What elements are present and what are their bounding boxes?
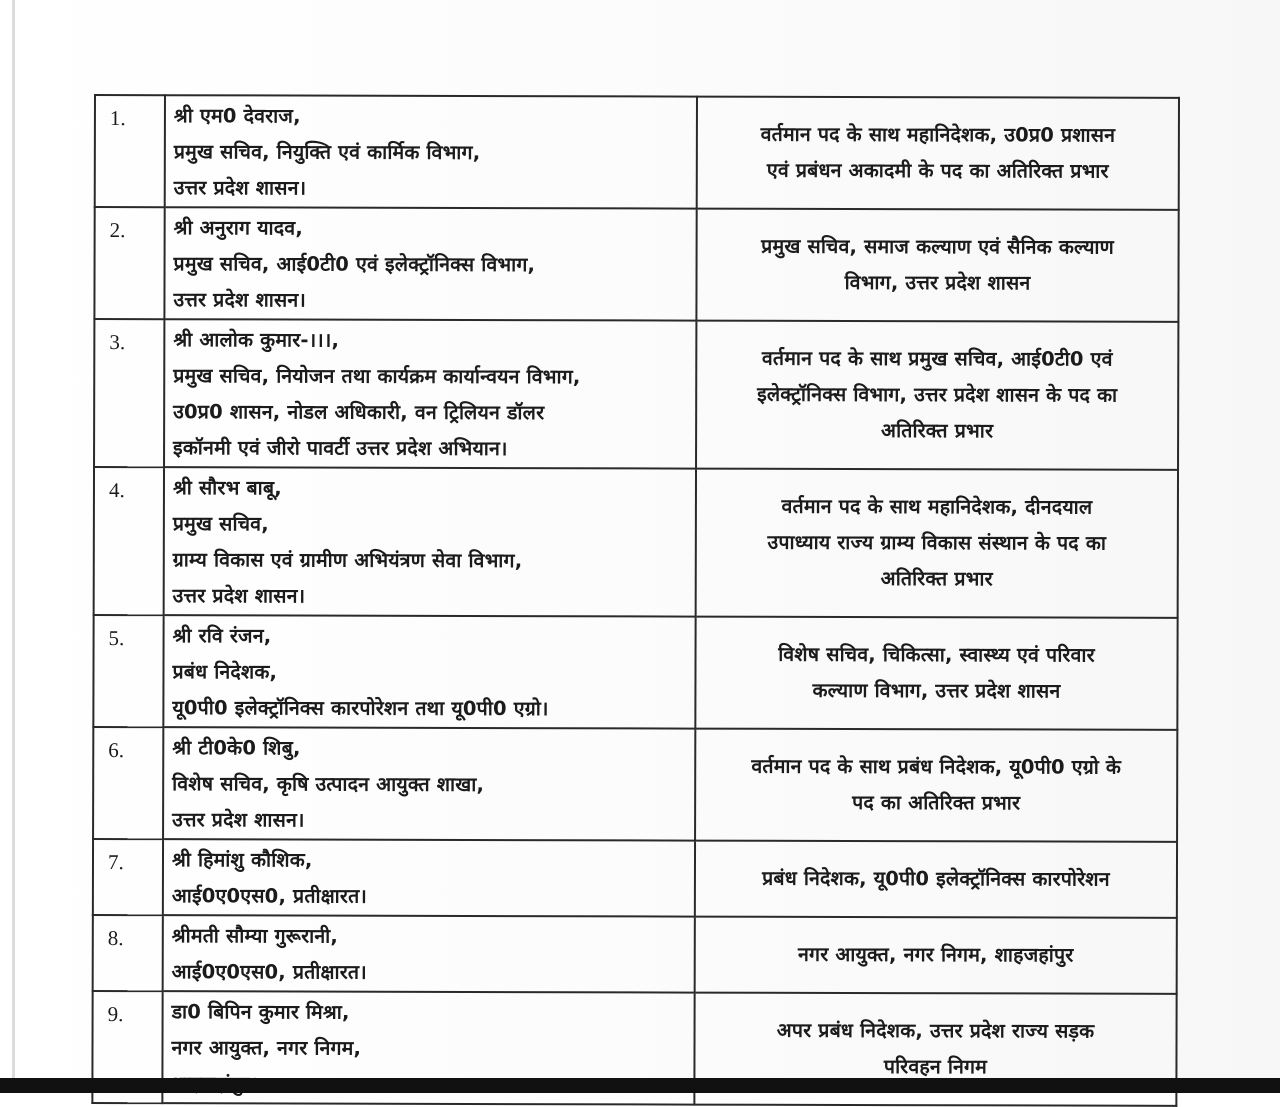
officer-line: ग्राम्य विकास एवं ग्रामीण अभियंत्रण सेवा विभाग, <box>172 548 523 573</box>
posting-line: नगर आयुक्त, नगर निगम, शाहजहांपुर <box>798 942 1074 967</box>
officer-line: उ0प्र0 शासन, नोडल अधिकारी, वन ट्रिलियन डॉलर <box>173 400 545 425</box>
serial-number: 5. <box>93 615 163 727</box>
serial-number: 9. <box>92 991 162 1103</box>
new-posting-cell <box>697 97 1179 210</box>
officer-name-cell <box>163 727 695 840</box>
table-row <box>93 615 1177 730</box>
new-posting-cell <box>696 321 1178 470</box>
officer-line: विशेष सचिव, कृषि उत्पादन आयुक्त शाखा, <box>172 772 485 797</box>
serial-number: 1. <box>95 95 165 207</box>
officer-line: आई0ए0एस0, प्रतीक्षारत। <box>171 960 367 984</box>
officer-name-cell <box>164 319 696 468</box>
officer-name-cell <box>163 615 695 728</box>
officer-line: डा0 बिपिन कुमार मिश्रा, <box>171 1000 350 1024</box>
new-posting-cell <box>696 209 1178 322</box>
posting-line: वर्तमान पद के साथ महानिदेशक, उ0प्र0 प्रशासन <box>760 122 1116 147</box>
bottom-dark-strip <box>0 1078 1280 1093</box>
officer-name-cell <box>163 915 695 992</box>
new-posting-cell <box>696 469 1178 618</box>
officer-line: इकॉनमी एवं जीरो पावर्टी उत्तर प्रदेश अभियान। <box>173 436 508 461</box>
serial-number: 6. <box>93 727 163 839</box>
posting-line: उपाध्याय राज्य ग्राम्य विकास संस्थान के पद का <box>767 530 1107 555</box>
posting-line: पद का अतिरिक्त प्रभार <box>852 790 1021 815</box>
officer-name-cell <box>165 95 697 208</box>
table-row <box>95 95 1179 210</box>
officer-name-cell <box>164 467 696 616</box>
officer-line: श्री हिमांशु कौशिक, <box>171 848 313 872</box>
officer-line: श्री टी0के0 शिबु, <box>172 736 301 760</box>
officer-line: प्रमुख सचिव, नियोजन तथा कार्यक्रम कार्यान्वयन विभाग, <box>173 364 581 389</box>
officer-line: आई0ए0एस0, प्रतीक्षारत। <box>171 884 368 908</box>
posting-line: एवं प्रबंधन अकादमी के पद का अतिरिक्त प्रभार <box>766 158 1109 183</box>
posting-line: अतिरिक्त प्रभार <box>880 567 993 591</box>
new-posting-cell <box>695 617 1177 730</box>
posting-line: वर्तमान पद के साथ प्रमुख सचिव, आई0टी0 एवं <box>761 346 1113 371</box>
new-posting-cell <box>695 841 1177 918</box>
posting-line: विभाग, उत्तर प्रदेश शासन <box>844 270 1031 295</box>
page-edge-shadow <box>12 0 15 1078</box>
serial-number: 4. <box>94 467 164 615</box>
posting-line: विशेष सचिव, चिकित्सा, स्वास्थ्य एवं परिवार <box>778 642 1095 667</box>
officer-line: उत्तर प्रदेश शासन। <box>173 288 307 312</box>
officer-line: श्रीमती सौम्या गुरूरानी, <box>171 924 339 948</box>
new-posting-cell <box>695 917 1177 994</box>
posting-line: वर्तमान पद के साथ महानिदेशक, दीनदयाल <box>781 494 1093 519</box>
officer-line: श्री आलोक कुमार-।।।, <box>173 328 340 352</box>
posting-line: अतिरिक्त प्रभार <box>881 419 994 443</box>
officer-name-cell <box>163 839 695 916</box>
posting-line: परिवहन निगम <box>883 1055 988 1079</box>
officer-line: श्री अनुराग यादव, <box>173 216 304 240</box>
new-posting-cell <box>695 729 1177 842</box>
posting-line: अपर प्रबंध निदेशक, उत्तर प्रदेश राज्य सड़क <box>776 1018 1095 1043</box>
posting-line: प्रमुख सचिव, समाज कल्याण एवं सैनिक कल्याण <box>761 234 1115 259</box>
table-row <box>93 839 1177 918</box>
table-row <box>93 915 1177 994</box>
officer-line: श्री सौरभ बाबू, <box>172 476 282 500</box>
officer-line: प्रमुख सचिव, <box>172 512 269 536</box>
officer-line: श्री एम0 देवराज, <box>173 104 301 128</box>
table-row <box>94 467 1178 618</box>
officer-line: उत्तर प्रदेश शासन। <box>172 584 306 608</box>
posting-line: प्रबंध निदेशक, यू0पी0 इलेक्ट्रॉनिक्स कारपोरेशन <box>762 866 1110 891</box>
table-row <box>94 207 1178 322</box>
serial-number: 7. <box>93 839 163 915</box>
posting-line: वर्तमान पद के साथ प्रबंध निदेशक, यू0पी0 एग्रो के <box>751 754 1122 779</box>
table-row <box>93 727 1177 842</box>
posting-line: इलेक्ट्रॉनिक्स विभाग, उत्तर प्रदेश शासन के पद का <box>757 382 1118 407</box>
table-row <box>94 319 1178 470</box>
transfer-order-table <box>91 94 1180 1107</box>
officer-line: श्री रवि रंजन, <box>172 624 272 648</box>
officer-line: उत्तर प्रदेश शासन। <box>173 176 307 200</box>
officer-line: यू0पी0 इलेक्ट्रॉनिक्स कारपोरेशन तथा यू0पी0 एग्रो। <box>172 696 549 721</box>
serial-number: 3. <box>94 319 164 467</box>
officer-line: प्रबंध निदेशक, <box>172 660 278 684</box>
officer-line: उत्तर प्रदेश शासन। <box>172 808 305 832</box>
officer-line: नगर आयुक्त, नगर निगम, <box>171 1036 362 1060</box>
officer-name-cell <box>164 207 696 320</box>
serial-number: 2. <box>94 207 164 319</box>
serial-number: 8. <box>93 915 163 991</box>
officer-line: प्रमुख सचिव, नियुक्ति एवं कार्मिक विभाग, <box>173 140 481 165</box>
posting-line: कल्याण विभाग, उत्तर प्रदेश शासन <box>812 678 1061 703</box>
officer-line: प्रमुख सचिव, आई0टी0 एवं इलेक्ट्रॉनिक्स विभाग, <box>173 252 536 277</box>
